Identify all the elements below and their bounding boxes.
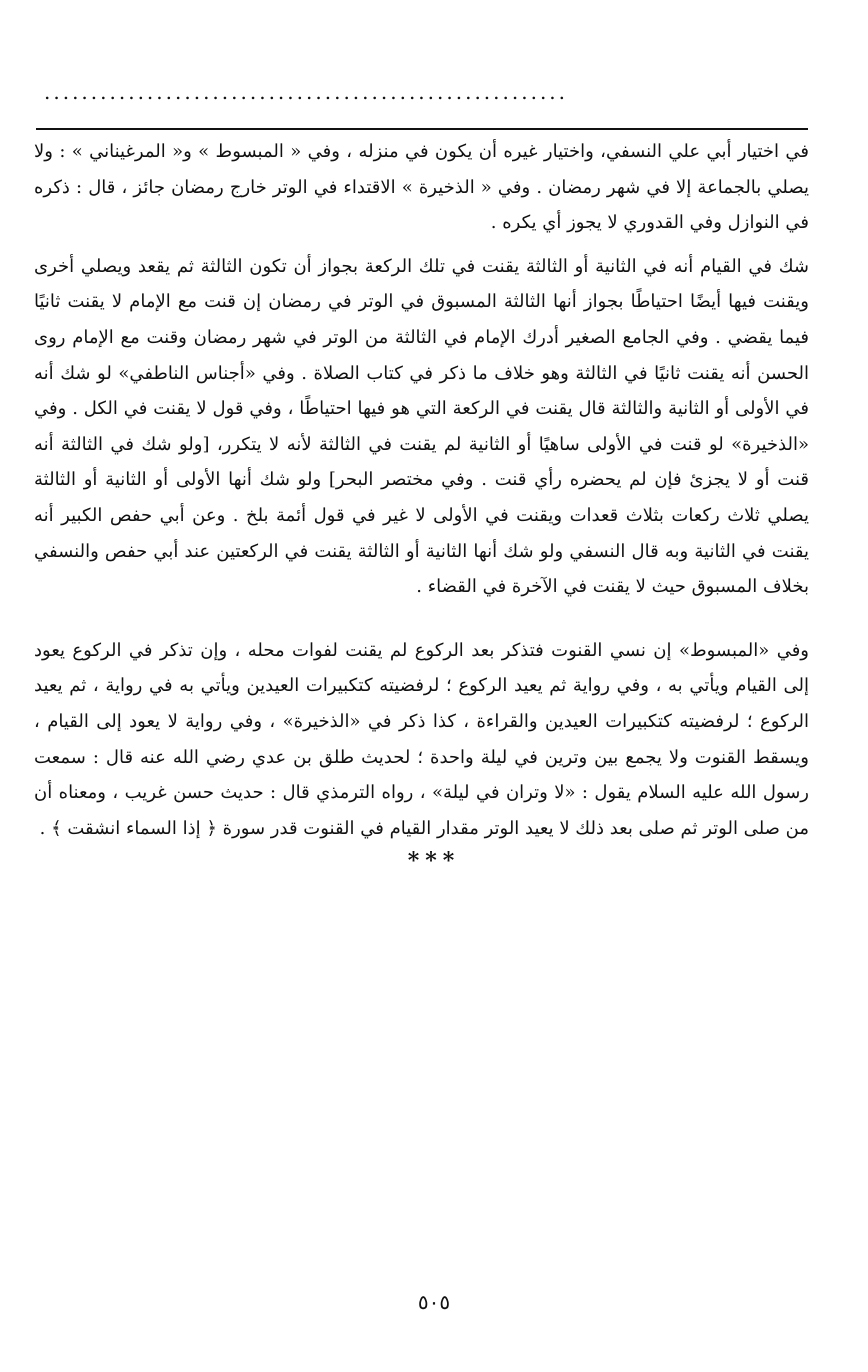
horizontal-rule: [36, 128, 808, 130]
page-number: ٥٠٥: [417, 1290, 451, 1314]
paragraph-1: في اختيار أبي علي النسفي، واختيار غيره أن يكون في منزله ، وفي « المبسوط » و« المرغيناني » : ولا يصلي بالجماعة إلا في شهر رمضان . وفي « الذخيرة » الاقتداء في الوتر خارج رمضان جائز ، قال : ذكره في النوازل وفي القدوري لا يجوز أي يكره .: [34, 141, 809, 234]
section-separator: ***: [407, 848, 461, 874]
paragraph-2: شك في القيام أنه في الثانية أو الثالثة يقنت في تلك الركعة بجواز أن تكون الثالثة ثم يقعد ويصلي أخرى ويقنت فيها أيضًا احتياطًا بجواز أنها الثالثة المسبوق في الوتر في رمضان إن قنت مع الإمام لا يقنت ثانيًا فيما يقضي . وفي الجامع الصغير أدرك الإمام في الثالثة من الوتر في شهر رمضان وقنت مع الإمام روى الحسن أنه يقنت ثانيًا في الثالثة وهو خلاف ما ذكر في كتاب الصلاة . وفي «أجناس الناطفي» لو شك أنه في الأولى أو الثانية والثالثة قال يقنت في الركعة التي هو فيها احتياطًا ، وفي قول لا يقنت في الكل . وفي «الذخيرة» لو قنت في الأولى ساهيًا أو الثانية لم يقنت في الثالثة لأنه لا يتكرر، [ولو شك في الثالثة أنه قنت أو لا يجزئ فإن لم يحضره رأي قنت . وفي مختصر البحر] ولو شك أنها الأولى أو الثانية أو الثالثة يصلي ثلاث ركعات بثلاث قعدات ويقنت في الأولى لا غير في قول أئمة بلخ . وعن أبي حفص الكبير أنه يقنت في الثانية وبه قال النسفي ولو شك أنها الثانية أو الثالثة يقنت في الركعتين عند أبي حفص والنسفي بخلاف المسبوق حيث لا يقنت في الآخرة في القضاء .: [34, 255, 809, 598]
footnote-dotted-leader: ........................................................: [44, 82, 569, 102]
paragraph-3: وفي «المبسوط» إن نسي القنوت فتذكر بعد الركوع لم يقنت لفوات محله ، وإن تذكر في الركوع يعود إلى القيام ويأتي به ، وفي رواية ثم يعيد الركوع ؛ لرفضيته كتكبيرات العيدين ويأتي به في رواية ، ثم يعيد الركوع ؛ لرفضيته كتكبيرات العيدين والقراءة ، كذا ذكر في «الذخيرة» ، وفي رواية لا يعود إلى القيام ، ويسقط القنوت ولا يجمع بين وترين في ليلة واحدة ؛ لحديث طلق بن عدي رضي الله عنه قال : سمعت رسول الله عليه السلام يقول : «لا وتران في ليلة» ، رواه الترمذي قال : حديث حسن غريب ، ومعناه أن من صلى الوتر ثم صلى بعد ذلك لا يعيد الوتر مقدار القيام في القنوت قدر سورة ﴿ إذا السماء انشقت ﴾ .: [34, 639, 809, 839]
page-body: [34, 134, 809, 846]
